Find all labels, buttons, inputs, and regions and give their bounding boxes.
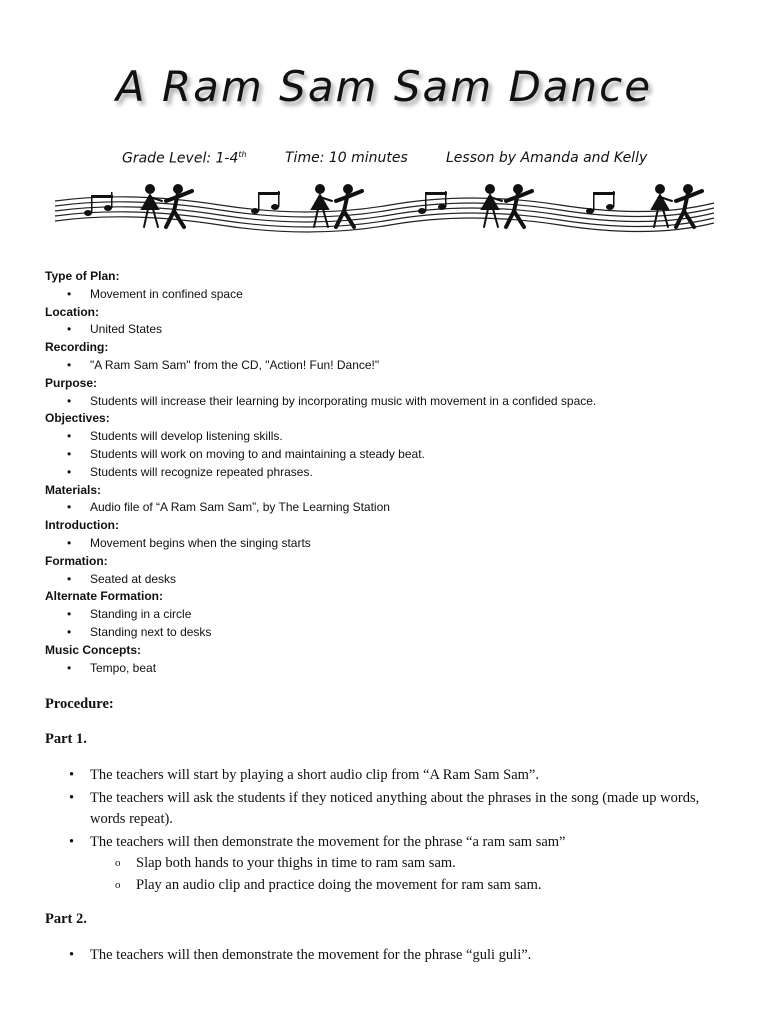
plan-label-alternate-formation: Alternate Formation:: [45, 589, 164, 604]
part-1-heading: Part 1.: [45, 731, 87, 747]
plan-item: • Standing next to desks: [45, 624, 735, 642]
grade-level: [122, 150, 247, 167]
plan-label-materials: Materials:: [45, 482, 102, 497]
plan-item: • Students will recognize repeated phrases.: [45, 464, 735, 482]
lesson-time: Time: 10 minutes: [285, 150, 408, 166]
procedure-bullet: • The teachers will then demonstrate the movement for the phrase “a ram sam sam”: [90, 832, 730, 853]
plan-item: • Students will increase their learning by incorporating music with movement in a confided space.: [45, 393, 735, 411]
plan-label-introduction: Introduction:: [45, 518, 119, 533]
plan-item: • United States: [45, 321, 735, 339]
page-title: A Ram Sam Sam Dance: [115, 62, 653, 111]
procedure-bullet: • The teachers will ask the students if they noticed anything about the phrases in the song (made up words, words repeat).: [90, 788, 730, 830]
plan-label-objectives: Objectives:: [45, 411, 110, 426]
plan-item: • Seated at desks: [45, 571, 735, 589]
plan-item: • Movement in confined space: [45, 286, 735, 304]
plan-label-location: Location:: [45, 304, 99, 319]
procedure-sub-bullet: o Play an audio clip and practice doing the movement for ram sam sam.: [136, 875, 726, 896]
plan-item: • Audio file of “A Ram Sam Sam”, by The Learning Station: [45, 499, 735, 517]
grade-level-text: Grade Level: 1-4: [122, 150, 239, 167]
plan-item: • Tempo, beat: [45, 660, 735, 678]
plan-label-type: Type of Plan:: [45, 269, 120, 283]
plan-item: • Movement begins when the singing starts: [45, 535, 735, 553]
procedure-bullet: • The teachers will start by playing a short audio clip from “A Ram Sam Sam”.: [90, 765, 730, 786]
plan-label-recording: Recording:: [45, 340, 109, 355]
plan-item: • Students will develop listening skills.: [45, 428, 735, 446]
plan-item: • Standing in a circle: [45, 606, 735, 624]
plan-label-purpose: Purpose:: [45, 375, 98, 390]
part-2-heading: Part 2.: [45, 911, 87, 927]
procedure-heading: Procedure:: [45, 696, 114, 712]
plan-label-music-concepts: Music Concepts:: [45, 642, 142, 657]
lesson-authors: Lesson by Amanda and Kelly: [446, 150, 648, 166]
procedure-sub-bullet: o Slap both hands to your thighs in time to ram sam sam.: [136, 853, 726, 874]
plan-item: • "A Ram Sam Sam" from the CD, "Action! Fun! Dance!": [45, 357, 735, 375]
grade-level-superscript: th: [238, 150, 247, 159]
lesson-plan-details: [45, 268, 735, 677]
plan-item: • Students will work on moving to and maintaining a steady beat.: [45, 446, 735, 464]
music-dancers-banner-image: [50, 183, 718, 233]
plan-label-formation: Formation:: [45, 553, 108, 568]
procedure-bullet: • The teachers will then demonstrate the movement for the phrase “guli guli”.: [90, 945, 730, 966]
